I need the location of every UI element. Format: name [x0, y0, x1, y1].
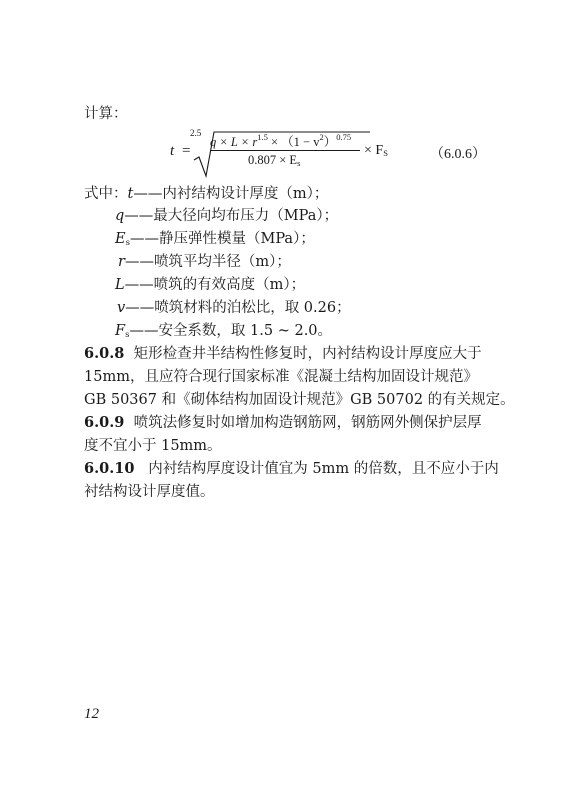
definition-item	[118, 252, 291, 272]
definition-text: ——喷筑材料的泊松比，取 0.26；	[125, 300, 351, 316]
clause-6-0-10-line-2: 衬结构设计厚度值。	[84, 484, 215, 500]
formula-denominator: $0.807 \times E_s$	[248, 153, 301, 168]
formula-equals: =	[182, 143, 191, 159]
definition-text: ——静压弹性模量（MPa）；	[129, 231, 315, 247]
formula-number: （6.0.6）	[430, 147, 486, 162]
calc-label: 计算：	[84, 106, 128, 122]
clause-6-0-8-line-3: GB 50367 和《砌体结构加固设计规范》GB 50702 的有关规定。	[84, 392, 515, 408]
definition-text: ——内衬结构设计厚度（m）；	[133, 186, 329, 202]
definition-symbol: q	[115, 208, 125, 224]
page-number: 12	[84, 706, 99, 722]
where-label: 式中：	[84, 186, 128, 202]
definition-text: ——喷筑平均半径（m）；	[124, 254, 291, 270]
definition-item: $E_s——$静压弹性模量（MPa）；	[115, 231, 315, 248]
definition-item	[115, 206, 338, 226]
clause-number: 6.0.10	[84, 460, 135, 477]
clause-6-0-10-line-1: 6.0.10 内衬结构厚度设计值宜为 5mm 的倍数，且不应小于内	[84, 460, 499, 477]
clause-number: 6.0.8	[84, 345, 125, 362]
clause-number: 6.0.9	[84, 414, 125, 431]
definition-text: ——喷筑的有效高度（m）；	[124, 277, 306, 293]
definition-symbol: r	[118, 254, 125, 270]
clause-6-0-9-line-1: 6.0.9 喷筑法修复时如增加构造钢筋网，钢筋网外侧保护层厚	[84, 414, 482, 431]
clause-6-0-8-line-2: 15mm，且应符合现行国家标准《混凝土结构加固设计规范》	[84, 369, 478, 385]
definition-item	[115, 275, 305, 295]
definition-symbol: E	[115, 231, 126, 247]
definition-text: ——安全系数，取 1.5 ~ 2.0。	[129, 323, 333, 339]
definition-text: ——最大径向均布压力（MPa）；	[124, 208, 339, 224]
formula-safety-factor: × $F_S$	[364, 143, 388, 158]
definition-item	[117, 298, 351, 318]
definition-symbol: F	[115, 323, 126, 339]
clause-6-0-8-line-1: 6.0.8 矩形检查井半结构性修复时，内衬结构设计厚度应大于	[84, 345, 482, 362]
definition-symbol: t	[127, 186, 134, 202]
formula-numerator: $q \times L \times r^{1.5} \times (1 - v^2)^{0.75}$	[210, 132, 352, 149]
clause-6-0-9-line-2: 度不宜小于 15mm。	[84, 438, 222, 454]
root-index: 2.5	[190, 128, 202, 138]
formula-lhs: t	[170, 143, 175, 159]
definition-item: $F_s——$安全系数，取 1.5 ~ 2.0。	[115, 323, 333, 340]
definition-symbol: v	[117, 300, 126, 316]
formula-6-0-6	[170, 128, 490, 180]
fraction-bar	[210, 150, 360, 151]
where-line	[84, 184, 328, 204]
definition-symbol: L	[115, 277, 125, 293]
